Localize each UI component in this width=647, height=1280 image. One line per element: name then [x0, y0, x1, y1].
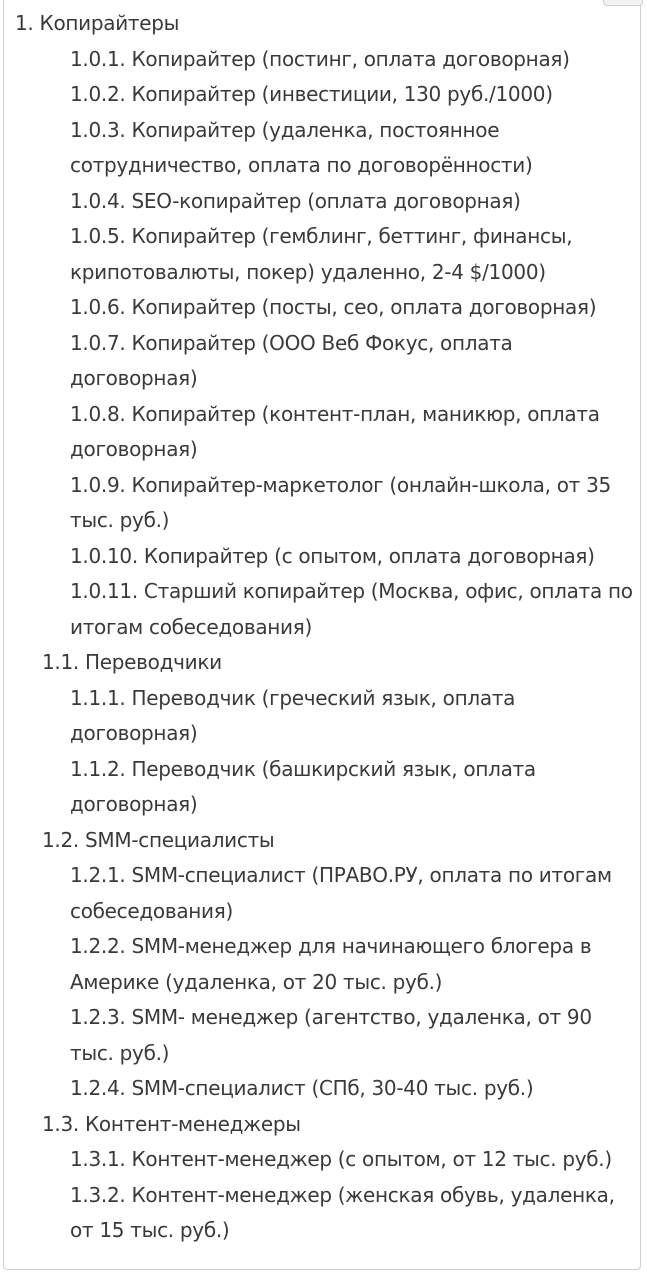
toc-link-1-0-4[interactable]: 1.0.4. SEO-копирайтер (оплата договорная): [70, 188, 521, 213]
toc-link-copywriters[interactable]: 1. Копирайтеры: [15, 11, 180, 35]
toc-link-translators[interactable]: 1.1. Переводчики: [42, 650, 222, 674]
table-of-contents: [0, 6, 647, 1249]
toc-link-1-2-3[interactable]: 1.2.3. SMM- менеджер (агентство, удаленка, от 90 тыс. руб.): [70, 1005, 592, 1065]
toc-link-1-0-10[interactable]: 1.0.10. Копирайтер (с опытом, оплата договорная): [70, 543, 595, 568]
toc-link-1-3-2[interactable]: 1.3.2. Контент-менеджер (женская обувь, удаленка, от 15 тыс. руб.): [70, 1182, 615, 1242]
toc-link-1-0-2[interactable]: 1.0.2. Копирайтер (инвестиции, 130 руб./1000): [70, 82, 553, 106]
toc-link-1-1-1[interactable]: 1.1.1. Переводчик (греческий язык, оплата договорная): [70, 685, 516, 745]
toc-link-1-2-1[interactable]: 1.2.1. SMM-специалист (ПРАВО.РУ, оплата по итогам собеседования): [70, 863, 612, 923]
toc-link-1-0-8[interactable]: 1.0.8. Копирайтер (контент-план, маникюр, оплата договорная): [70, 401, 600, 461]
toc-link-1-1-2[interactable]: 1.1.2. Переводчик (башкирский язык, оплата договорная): [70, 756, 536, 816]
toc-link-1-0-11[interactable]: 1.0.11. Старший копирайтер (Москва, офис, оплата по итогам собеседования): [70, 579, 633, 639]
toc-link-1-0-5[interactable]: 1.0.5. Копирайтер (гемблинг, беттинг, финансы, крипотовалюты, покер) удаленно, 2-4 $/1000): [70, 224, 573, 284]
toc-link-1-0-9[interactable]: 1.0.9. Копирайтер-маркетолог (онлайн-школа, от 35 тыс. руб.): [70, 472, 611, 532]
toc-link-1-0-6[interactable]: 1.0.6. Копирайтер (посты, сео, оплата договорная): [70, 295, 597, 319]
toc-link-1-0-7[interactable]: 1.0.7. Копирайтер (ООО Веб Фокус, оплата договорная): [70, 330, 513, 390]
toc-link-1-2-4[interactable]: 1.2.4. SMM-специалист (СПб, 30-40 тыс. руб.): [70, 1076, 534, 1100]
toc-link-1-3-1[interactable]: 1.3.1. Контент-менеджер (с опытом, от 12 тыс. руб.): [70, 1147, 612, 1171]
toc-link-1-2-2[interactable]: 1.2.2. SMM-менеджер для начинающего блогера в Америке (удаленка, от 20 тыс. руб.): [70, 934, 592, 994]
toc-link-1-0-1[interactable]: 1.0.1. Копирайтер (постинг, оплата договорная): [70, 46, 570, 71]
toc-link-content-managers[interactable]: 1.3. Контент-менеджеры: [42, 1111, 301, 1136]
toc-link-1-0-3[interactable]: 1.0.3. Копирайтер (удаленка, постоянное сотрудничество, оплата по договорённости): [70, 117, 533, 177]
toc-link-smm[interactable]: 1.2. SMM-специалисты: [42, 827, 275, 852]
